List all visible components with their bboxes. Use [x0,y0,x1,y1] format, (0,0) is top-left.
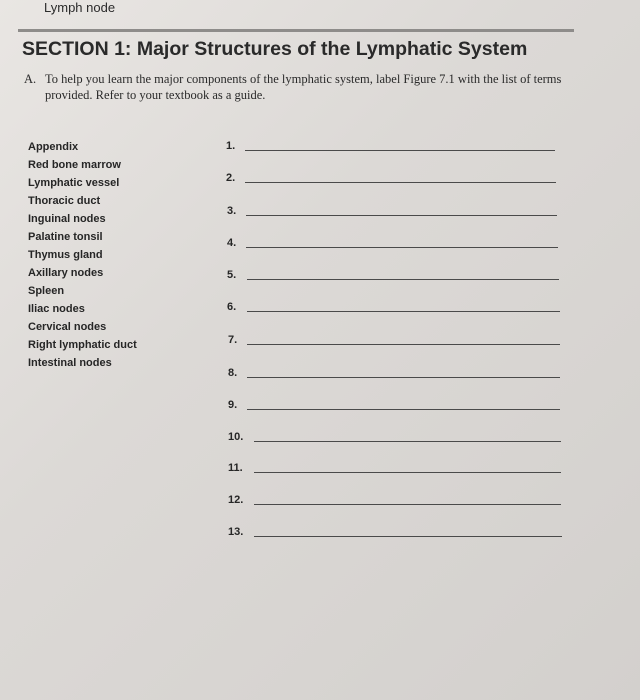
instruction-text: To help you learn the major components of the lymphatic system, label Figure 7.1 with the list of terms provided. Refer to your textbook as a guide. [45,72,562,102]
blank-number: 1. [226,140,236,152]
term-item: Palatine tonsil [28,231,103,243]
blank-number: 9. [228,399,238,411]
term-item: Right lymphatic duct [28,339,137,351]
answer-line[interactable] [254,536,562,537]
term-item: Lymphatic vessel [28,177,120,189]
term-item: Appendix [28,141,79,153]
answer-line[interactable] [254,504,561,505]
answer-line[interactable] [247,279,559,280]
term-item: Spleen [28,285,65,297]
answer-line[interactable] [254,441,561,442]
blank-number: 3. [227,205,237,217]
section-title: SECTION 1: Major Structures of the Lymphatic System [22,38,528,60]
blank-number: 13. [228,526,244,538]
blank-number: 2. [226,172,236,184]
blank-number: 6. [227,301,237,313]
term-item: Intestinal nodes [28,357,112,369]
answer-line[interactable] [247,377,560,378]
running-head: Lymph node [44,0,116,15]
term-item: Cervical nodes [28,321,107,333]
answer-line[interactable] [245,150,555,151]
term-item: Inguinal nodes [28,213,106,225]
answer-line[interactable] [247,409,560,410]
blank-number: 7. [228,334,238,346]
term-item: Thoracic duct [28,195,101,207]
blank-number: 10. [228,431,244,443]
blank-number: 4. [227,237,237,249]
answer-line[interactable] [247,311,560,312]
term-item: Axillary nodes [28,267,104,279]
answer-line[interactable] [246,247,558,248]
blank-number: 11. [228,462,243,474]
answer-line[interactable] [246,215,557,216]
term-item: Iliac nodes [28,303,85,315]
term-item: Red bone marrow [28,159,121,171]
answer-line[interactable] [254,472,561,473]
blank-number: 8. [228,367,238,379]
blank-number: 12. [228,494,244,506]
term-list [28,138,137,372]
answer-line[interactable] [245,182,556,183]
term-item: Thymus gland [28,249,103,261]
blank-number: 5. [227,269,237,281]
answer-line[interactable] [247,344,560,345]
instruction-letter: A. [24,72,37,86]
header-rule [18,29,574,32]
